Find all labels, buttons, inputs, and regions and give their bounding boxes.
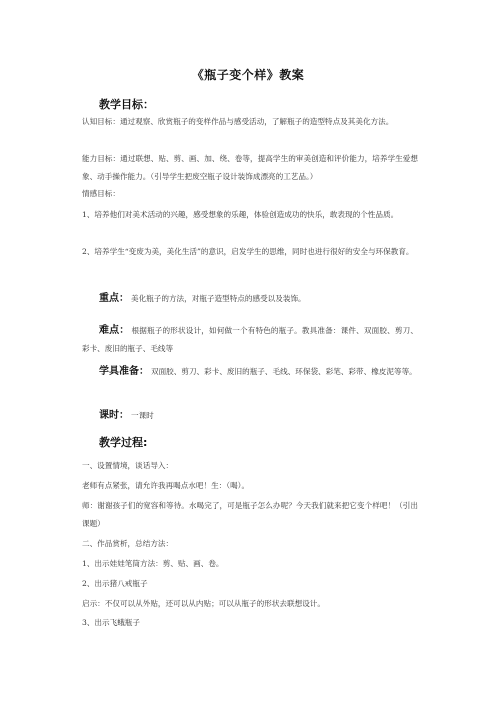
difficulty-text: 根据瓶子的形状设计，如何做一个有特色的瓶子。教具准备：课件、双面胶、剪刀、彩卡、废旧的瓶子、毛线等 [82, 326, 419, 353]
process-line: 老师有点紧张，请允许我再喝点水吧！生：（喝）。 [82, 481, 250, 490]
process-line: 一、设置情境，谈话导入： [82, 461, 174, 470]
key-point-text: 美化瓶子的方法，对瓶子造型特点的感受以及装饰。 [131, 294, 306, 303]
process-line: 2、出示猪八戒瓶子 [82, 579, 148, 588]
tools-heading: 学具准备： [99, 366, 149, 377]
process-heading: 教学过程: [99, 436, 148, 449]
tools-paragraph [82, 363, 418, 381]
difficulty-paragraph [82, 322, 418, 358]
emotion-goal-2: 2、培养学生“变废为美，美化生活”的意识，启发学生的思维，同时也进行很好的安全与环保教育。 [82, 247, 414, 256]
hours-heading: 课时： [99, 410, 129, 421]
emotion-goal-1: 1、培养他们对美术活动的兴趣，感受想象的乐趣，体验创造成功的快乐，敢表现的个性品质。 [82, 210, 399, 219]
cognitive-goal-paragraph: 认知目标：通过观察、欣赏瓶子的变样作品与感受活动，了解瓶子的造型特点及其美化方法。 [82, 117, 394, 126]
process-line: 3、出示飞蛾瓶子 [82, 618, 140, 627]
hours-text: 一课时 [131, 411, 154, 420]
process-line: 1、出示娃娃笔筒方法：剪、贴、画、卷。 [82, 559, 224, 568]
key-point-line [82, 290, 422, 308]
difficulty-heading: 难点： [99, 325, 130, 336]
ability-goal-paragraph: 能力目标：通过联想、贴、剪、画、加、绕、卷等，提高学生的审美创造和评价能力，培养学生爱想象、动手操作能力。（引导学生把废空瓶子设计装饰成漂亮的工艺品。） [82, 154, 418, 181]
hours-line [82, 407, 422, 425]
emotion-heading: 情感目标： [82, 189, 120, 198]
process-line: 师：谢谢孩子们的宽容和等待。水喝完了，可是瓶子怎么办呢？今天我们就来把它变个样吧！（引出课题） [82, 501, 418, 528]
tools-text: 双面胶、剪刀、彩卡、废旧的瓶子、毛线、环保袋、彩笔、彩带、橡皮泥等等。 [151, 367, 417, 376]
key-point-heading: 重点： [99, 293, 129, 304]
process-line: 二、作品赏析，总结方法： [82, 539, 174, 548]
document-title: 《瓶子变个样》教案 [191, 68, 305, 82]
objectives-heading: 教学目标： [99, 98, 154, 111]
process-line: 启示：不仅可以从外贴，还可以从内贴；可以从瓶子的形状去联想设计。 [82, 599, 325, 608]
